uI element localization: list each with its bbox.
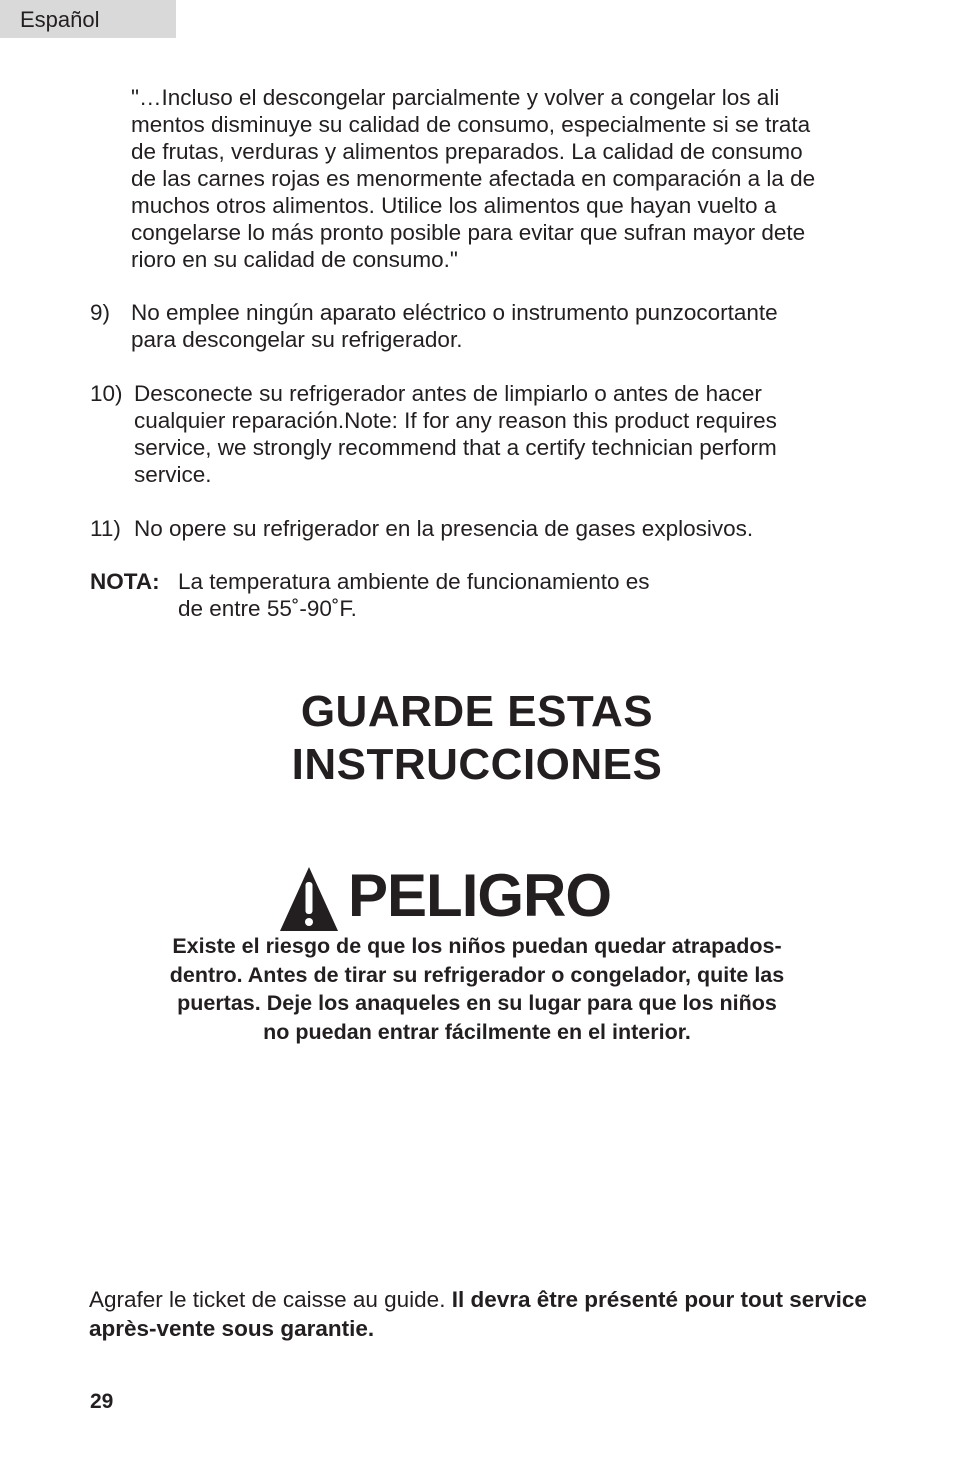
note-line: de entre 55˚-90˚F.: [178, 596, 357, 621]
quote-line: de frutas, verduras y alimentos preparados. La calidad de consumo: [131, 139, 803, 164]
danger-warning-text: [0, 932, 954, 1046]
quote-line: de las carnes rojas es menormente afectada en comparación a la de: [131, 166, 816, 191]
danger-line: no puedan entrar fácilmente en el interior.: [263, 1019, 691, 1044]
quote-line: mentos disminuye su calidad de consumo, especialmente si se trata: [131, 112, 811, 137]
note-block: [90, 568, 850, 622]
note-label: NOTA:: [90, 569, 160, 594]
list-item-line: service.: [134, 462, 212, 487]
quote-line: "…Incluso el descongelar parcialmente y volver a congelar los ali: [131, 85, 780, 110]
list-item-number: 10): [90, 381, 123, 406]
danger-line: puertas. Deje los anaqueles en su lugar para que los niños: [177, 991, 777, 1015]
quote-line: rioro en su calidad de consumo.": [131, 247, 458, 272]
note-line: La temperatura ambiente de funcionamiento es: [178, 569, 650, 594]
list-item-line: cualquier reparación.Note: If for any reason this product requires: [134, 408, 777, 433]
list-item-number: 9): [90, 300, 111, 325]
receipt-note-bold: Il devra être présenté pour tout service après-vente sous garantie.: [89, 1287, 867, 1341]
list-item-number: 11): [90, 516, 121, 541]
list-item-9: [90, 299, 870, 353]
list-item-line: service, we strongly recommend that a certify technician perform: [134, 435, 777, 460]
list-item-line: No opere su refrigerador en la presencia de gases explosivos.: [134, 516, 754, 541]
quote-paragraph: [131, 84, 891, 273]
language-tab: Español: [0, 0, 176, 38]
page-number: 29: [90, 1390, 114, 1413]
danger-title-row: [278, 862, 678, 934]
list-item-10: [90, 380, 870, 488]
warning-triangle-icon: [278, 865, 340, 933]
list-item-line: Desconecte su refrigerador antes de limpiarlo o antes de hacer: [134, 381, 762, 406]
list-item-11: [90, 515, 870, 542]
heading-line: INSTRUCCIONES: [291, 740, 663, 789]
list-item-line: No emplee ningún aparato eléctrico o instrumento punzocortante: [131, 300, 778, 325]
quote-line: muchos otros alimentos. Utilice los alimentos que hayan vuelto a: [131, 193, 777, 218]
list-item-line: para descongelar su refrigerador.: [131, 327, 463, 352]
danger-line: dentro. Antes de tirar su refrigerador o congelador, quite las: [169, 962, 785, 987]
receipt-note: [89, 1285, 889, 1343]
danger-line: Existe el riesgo de que los niños puedan quedar atrapados-: [172, 934, 782, 958]
heading-line: GUARDE ESTAS: [300, 687, 654, 736]
quote-line: congelarse lo más pronto posible para evitar que sufran mayor dete: [131, 220, 806, 245]
receipt-note-normal: Agrafer le ticket de caisse au guide.: [89, 1287, 452, 1312]
danger-title: PELIGRO: [348, 862, 612, 929]
save-instructions-heading: [0, 685, 954, 791]
